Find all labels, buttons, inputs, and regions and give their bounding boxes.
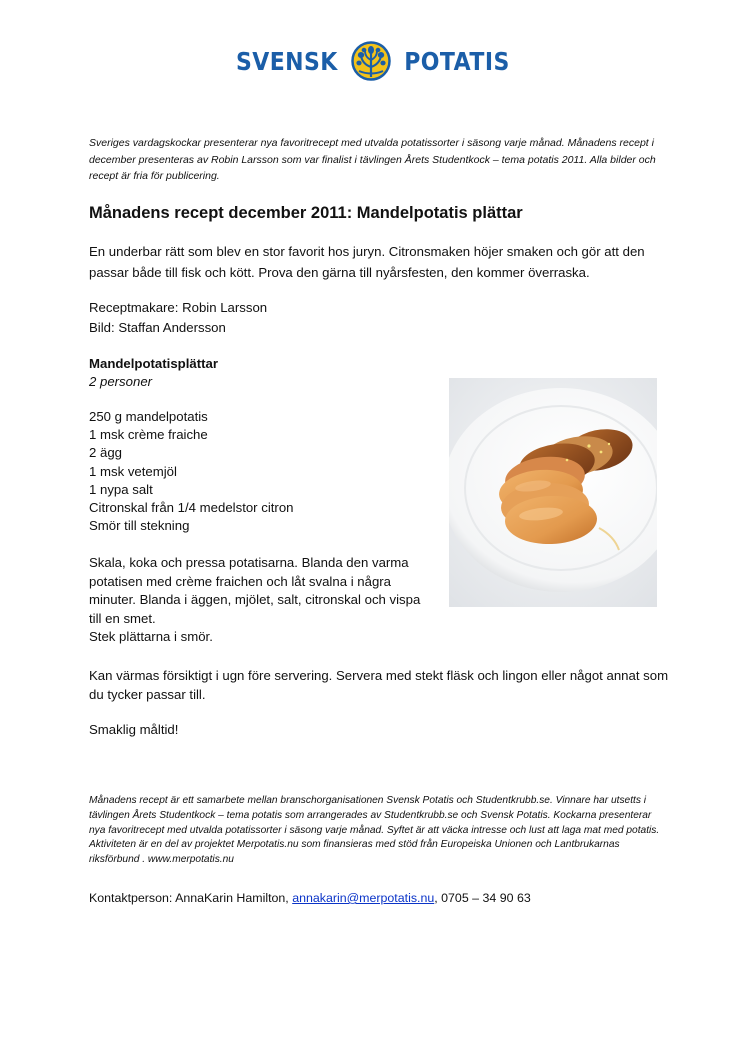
- contact-prefix: Kontaktperson: AnnaKarin Hamilton,: [89, 891, 293, 905]
- ingredient-item: 1 msk crème fraiche: [89, 427, 208, 443]
- intro-paragraph: Sveriges vardagskockar presenterar nya favoritrecept med utvalda potatissorter i säsong varje månad. Månadens recept i december presenteras av Robin Larsson som var finalist i tävlingen Årets Studentkock – tema potatis 2011. Alla bilder och recept är fria för publicering.: [89, 137, 656, 182]
- method-step: Skala, koka och pressa potatisarna. Blanda den varma potatisen med crème fraichen och låt svalna i några minuter. Blanda i äggen, mjölet, salt, citronskal och vispa till en smet.: [89, 555, 421, 626]
- lead-paragraph: En underbar rätt som blev en stor favorit hos juryn. Citronsmaken höjer smaken och gör att den passar både till fisk och kött. Prova den gärna till nyårsfesten, den kommer överraska.: [89, 244, 645, 280]
- logo-word-left: SVENSK: [236, 46, 338, 76]
- svensk-potatis-logo: [0, 38, 746, 84]
- ingredient-item: 1 msk vetemjöl: [89, 463, 177, 479]
- recipe-maker-credit: Receptmakare: Robin Larsson: [89, 300, 268, 315]
- recipe-servings: 2 personer: [89, 374, 153, 389]
- ingredient-item: 1 nypa salt: [89, 481, 153, 497]
- logo-word-right: POTATIS: [404, 46, 510, 76]
- ingredient-list: [89, 408, 429, 535]
- pancake-plate-photo: [449, 378, 657, 607]
- serving-note: Kan värmas försiktigt i ugn före servering. Servera med stekt fläsk och lingon eller något annat som du tycker passar till.: [89, 668, 669, 702]
- page-title: Månadens recept december 2011: Mandelpotatis plättar: [89, 204, 523, 222]
- closing-line: Smaklig måltid!: [89, 722, 179, 737]
- photo-credit: Bild: Staffan Andersson: [89, 320, 226, 335]
- potato-plant-emblem-icon: [351, 41, 391, 81]
- method-section: [89, 554, 434, 647]
- ingredient-item: 250 g mandelpotatis: [89, 409, 208, 424]
- contact-email-link[interactable]: annakarin@merpotatis.nu: [292, 891, 435, 905]
- recipe-name: Mandelpotatisplättar: [89, 356, 218, 371]
- ingredient-item: 2 ägg: [89, 445, 123, 461]
- method-step: Stek plättarna i smör.: [89, 629, 213, 645]
- contact-line: [89, 889, 689, 907]
- ingredient-item: Citronskal från 1/4 medelstor citron: [89, 500, 294, 516]
- credits: [89, 298, 389, 338]
- contact-suffix: , 0705 – 34 90 63: [434, 891, 531, 905]
- ingredient-item: Smör till stekning: [89, 518, 190, 534]
- footer-note: Månadens recept är ett samarbete mellan branschorganisationen Svensk Potatis och Studentkrubb.se. Vinnare har utsetts i tävlingen Årets Studentkock – tema potatis som arrangerades av Studentkrubb.se och Svensk Potatis. Kockarna presenterar nya favoritrecept med utvalda potatissorter i säsong varje månad. Syftet är att väcka intresse och lust att laga mat med potatis. Aktiviteten är en del av projektet Merpotatis.nu som finansieras med stöd från Europeiska Unionen och Lantbrukarnas riksförbund . www.merpotatis.nu: [89, 795, 660, 866]
